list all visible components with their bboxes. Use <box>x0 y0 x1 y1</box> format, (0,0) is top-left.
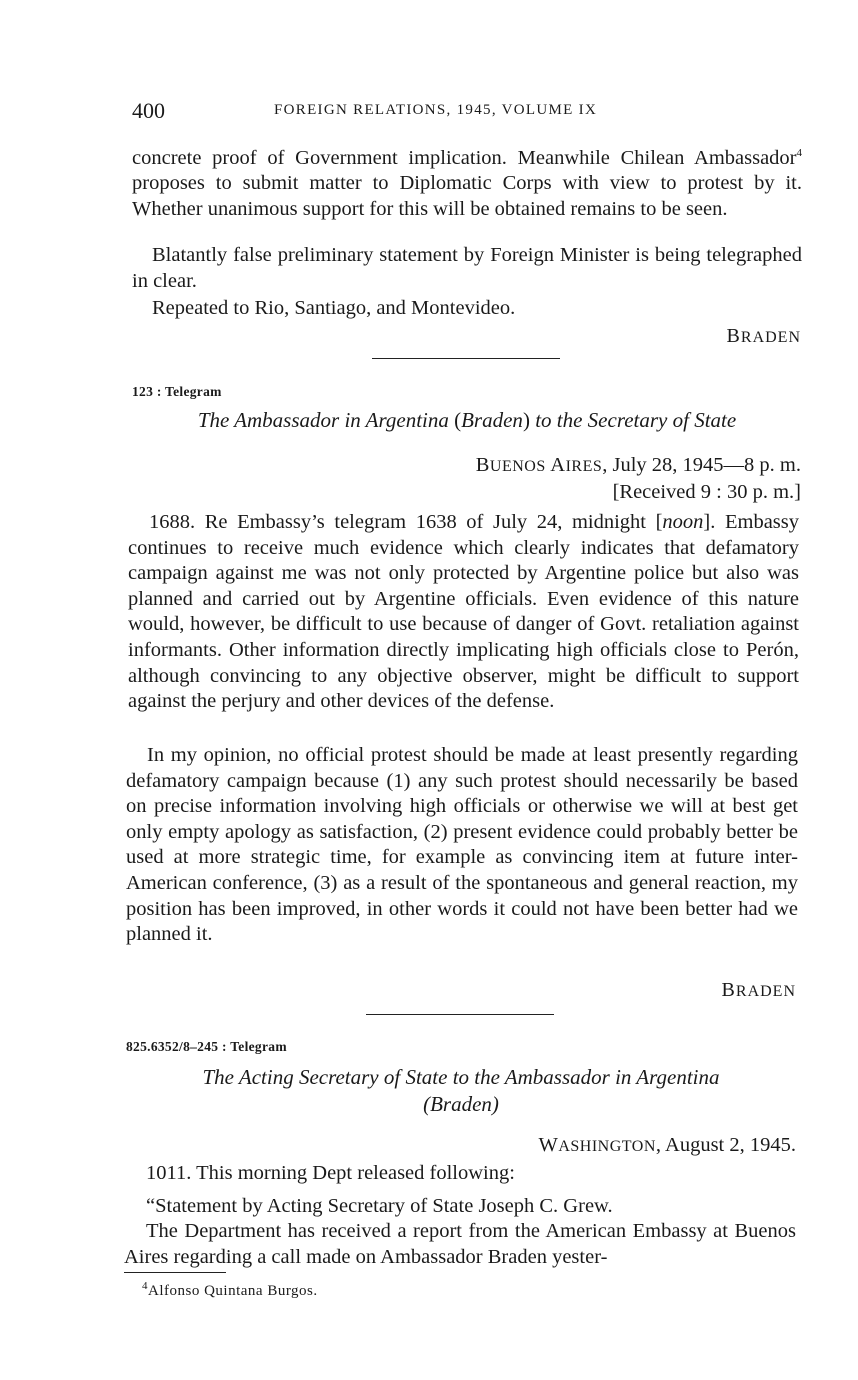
telegram-123-paragraph-1: 1688. Re Embassy’s telegram 1638 of July 24, midnight [noon]. Embassy continues to receive much evidence which clearly indicates that defamatory campaign against me was not only protected by Argentine police but also was planned and carried out by Argentine officials. Even evidence of this nature would, however, be difficult to use because of danger of Govt. retaliation against informants. Other information directly implicating high officials close to Perón, although convincing to any objective observer, might be difficult to support against the perjury and other devices of the defense. <box>128 511 799 713</box>
title-name: Braden <box>461 408 523 432</box>
document-title-825: The Acting Secretary of State to the Ambassador in Argentina (Braden) <box>202 1065 720 1116</box>
telegram-123-paragraph-2: In my opinion, no official protest should be made at least presently regarding defamatory campaign because (1) any such protest should necessarily be based on precise information involving high officials or otherwise we will at best get only empty apology as satisfaction, (2) present evidence could probably better be used at more strategic time, for example as convincing item at future inter-American conference, (3) as a result of the spontaneous and general reaction, my position has been improved, in other words it could not have been better had we planned it. <box>126 744 798 946</box>
footnote-reference: 4 <box>796 147 802 159</box>
file-reference-825: 825.6352/8–245 : Telegram <box>126 1039 287 1054</box>
continuation-paragraph-1: concrete proof of Government implication. Meanwhile Chilean Ambassador$^4$ proposes to submit matter to Diplomatic Corps with view to protest by it. Whether unanimous support for this will be obtained remains to be seen. <box>132 146 802 221</box>
footnote: $^4$Alfonso Quintana Burgos. <box>142 1280 318 1299</box>
received-line-123: [Received 9 : 30 p. m.] <box>612 481 801 503</box>
page-number: 400 <box>132 98 165 123</box>
dateline-123: BUENOS AIRES, July 28, 1945—8 p. m. <box>475 454 801 476</box>
telegram-825-paragraph-2: “Statement by Acting Secretary of State Joseph C. Grew. <box>146 1195 613 1217</box>
continuation-paragraph-3: Repeated to Rio, Santiago, and Montevideo. <box>152 297 516 319</box>
document-title-123: The Ambassador in Argentina (Braden) to the Secretary of State <box>197 408 737 432</box>
continuation-paragraph-2: Blatantly false preliminary statement by Foreign Minister is being telegraphed in clear. <box>132 244 802 292</box>
running-title: FOREIGN RELATIONS, 1945, VOLUME IX <box>274 102 598 118</box>
section-divider <box>372 358 560 359</box>
page-header <box>132 98 802 124</box>
footnote-rule <box>124 1272 226 1273</box>
telegram-825-paragraph-1: 1011. This morning Dept released following: <box>146 1162 515 1184</box>
signature-braden-1: BRADEN <box>726 325 801 347</box>
file-reference-123: 123 : Telegram <box>132 384 222 399</box>
telegram-825-paragraph-3: The Department has received a report from the American Embassy at Buenos Aires regarding a call made on Ambassador Braden yester- <box>124 1220 796 1268</box>
signature-braden-2: BRADEN <box>721 979 796 1001</box>
dateline-825: WASHINGTON, August 2, 1945. <box>538 1134 796 1156</box>
section-divider <box>366 1014 554 1015</box>
